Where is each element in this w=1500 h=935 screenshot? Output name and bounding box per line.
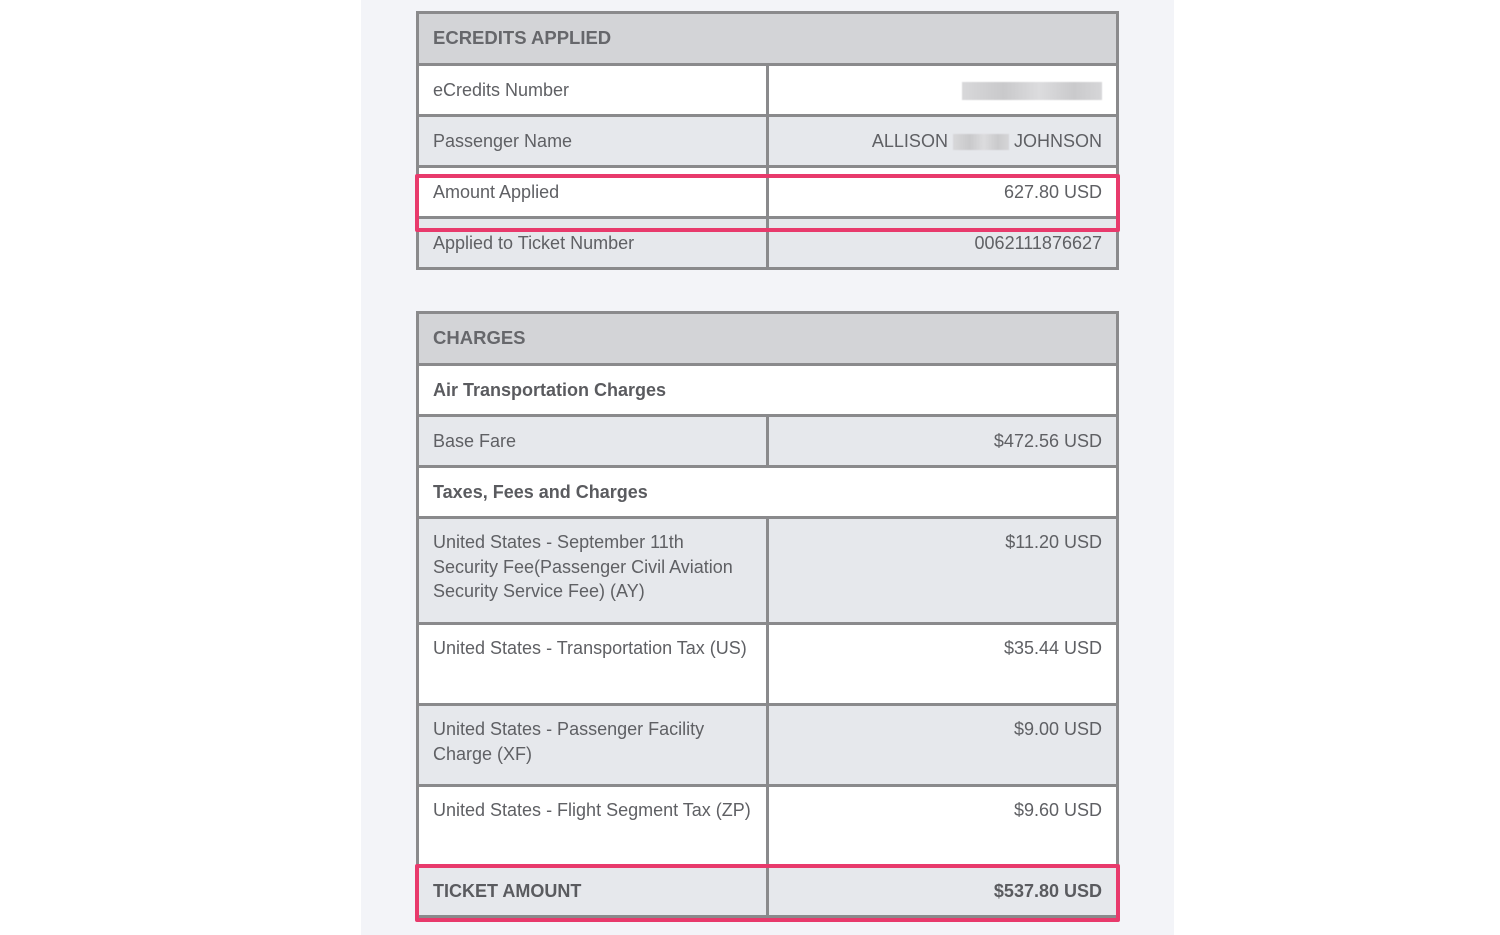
ticket-amount-row bbox=[418, 867, 1118, 917]
tax-label-xf: United States - Passenger Facility Charge (XF) bbox=[418, 705, 768, 786]
ecredits-number-label: eCredits Number bbox=[418, 65, 768, 116]
ecredits-number-row bbox=[418, 65, 1118, 116]
redacted-middle-name bbox=[953, 134, 1009, 150]
taxes-heading: Taxes, Fees and Charges bbox=[418, 467, 1118, 518]
passenger-last-name: JOHNSON bbox=[1013, 130, 1102, 151]
charges-table bbox=[416, 311, 1119, 918]
base-fare-label: Base Fare bbox=[418, 416, 768, 467]
ecredits-applied-table bbox=[416, 11, 1119, 270]
tax-row-zp bbox=[418, 786, 1118, 867]
passenger-name-row bbox=[418, 116, 1118, 167]
ticket-number-label: Applied to Ticket Number bbox=[418, 218, 768, 269]
tax-label-ay: United States - September 11th Security Fee(Passenger Civil Aviation Security Service Fee) (AY) bbox=[418, 518, 768, 624]
amount-applied-row bbox=[418, 167, 1118, 218]
ecredits-number-value bbox=[768, 65, 1118, 116]
redacted-ecredits-number bbox=[962, 82, 1102, 100]
amount-applied-label: Amount Applied bbox=[418, 167, 768, 218]
tax-value-ay: $11.20 USD bbox=[768, 518, 1118, 624]
tax-label-us: United States - Transportation Tax (US) bbox=[418, 624, 768, 705]
passenger-name-value bbox=[768, 116, 1118, 167]
air-transportation-heading-row bbox=[418, 365, 1118, 416]
ticket-number-value: 0062111876627 bbox=[768, 218, 1118, 269]
tax-row-ay bbox=[418, 518, 1118, 624]
charges-title: CHARGES bbox=[418, 313, 1118, 365]
ecredits-title: ECREDITS APPLIED bbox=[418, 13, 1118, 65]
passenger-name-label: Passenger Name bbox=[418, 116, 768, 167]
tax-value-zp: $9.60 USD bbox=[768, 786, 1118, 867]
tax-row-us bbox=[418, 624, 1118, 705]
tax-value-xf: $9.00 USD bbox=[768, 705, 1118, 786]
passenger-first-name: ALLISON bbox=[871, 130, 948, 151]
ticket-amount-value: $537.80 USD bbox=[768, 867, 1118, 917]
amount-applied-value: 627.80 USD bbox=[768, 167, 1118, 218]
ecredits-header-row bbox=[418, 13, 1118, 65]
air-transportation-heading: Air Transportation Charges bbox=[418, 365, 1118, 416]
base-fare-row bbox=[418, 416, 1118, 467]
charges-header-row bbox=[418, 313, 1118, 365]
taxes-heading-row bbox=[418, 467, 1118, 518]
base-fare-value: $472.56 USD bbox=[768, 416, 1118, 467]
tax-value-us: $35.44 USD bbox=[768, 624, 1118, 705]
tax-row-xf bbox=[418, 705, 1118, 786]
tax-label-zp: United States - Flight Segment Tax (ZP) bbox=[418, 786, 768, 867]
ticket-number-row bbox=[418, 218, 1118, 269]
ticket-amount-label: TICKET AMOUNT bbox=[418, 867, 768, 917]
